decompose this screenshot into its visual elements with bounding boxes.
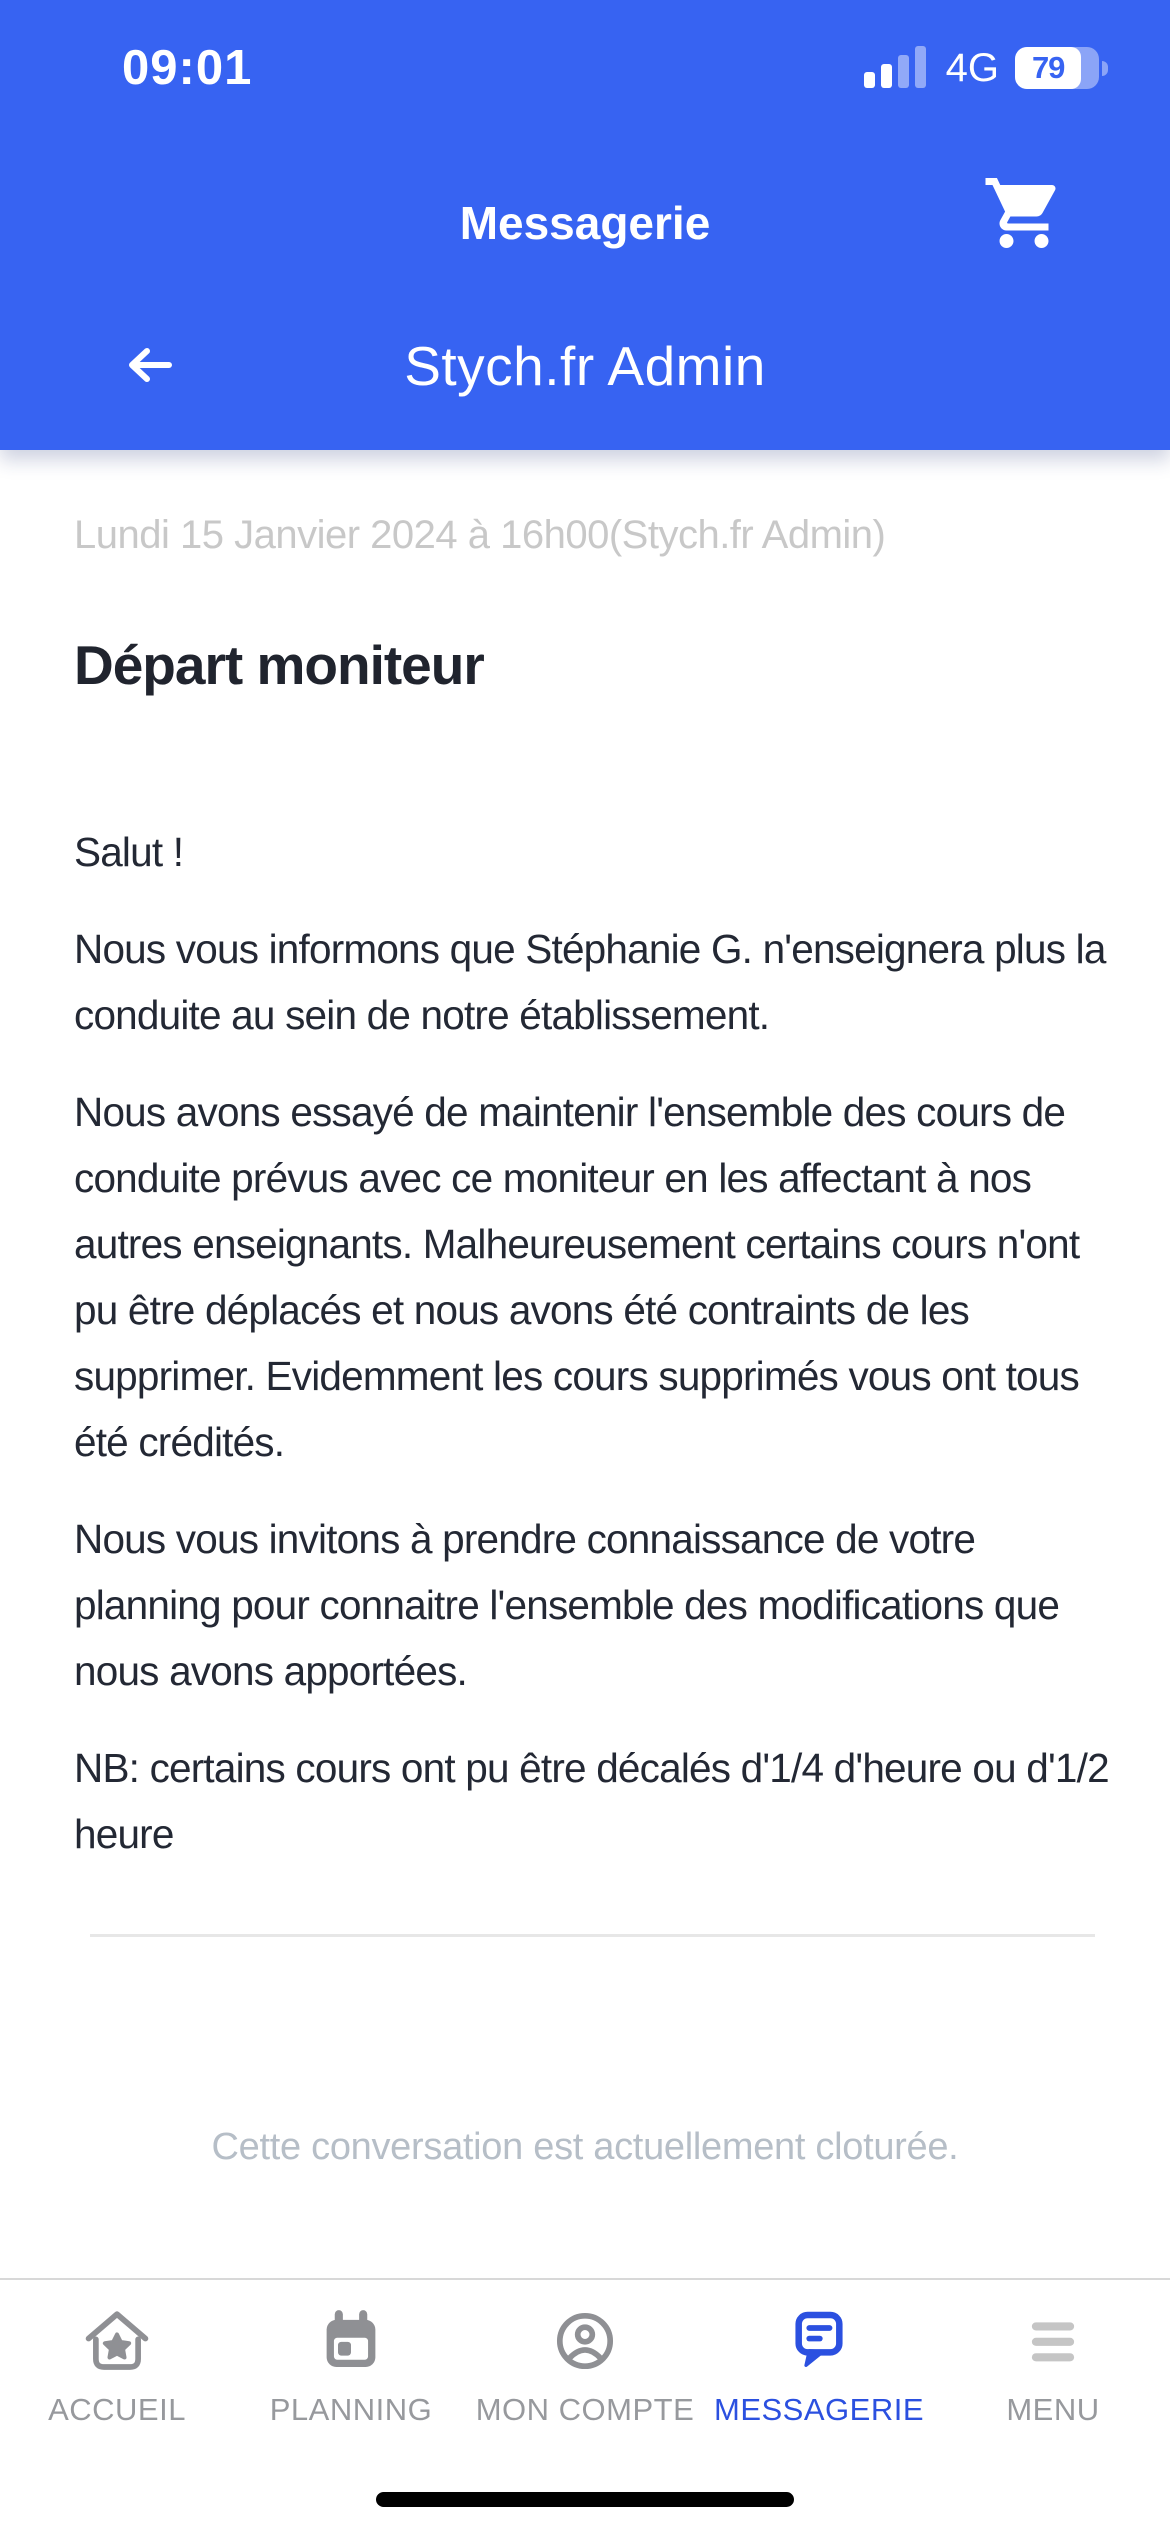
message-timestamp: Lundi 15 Janvier 2024 à 16h00(Stych.fr Admin): [74, 513, 886, 557]
tab-accueil[interactable]: [0, 2280, 234, 2532]
message-paragraph: Nous vous invitons à prendre connaissance de votre planning pour connaitre l'ensemble des modifications que nous avons apportées.: [74, 1516, 1060, 1694]
message-subject: Départ moniteur: [74, 634, 484, 696]
tab-label: MESSAGERIE: [714, 2392, 924, 2427]
tab-label: ACCUEIL: [48, 2392, 186, 2427]
status-time: 09:01: [122, 41, 253, 95]
network-type: 4G: [945, 45, 999, 90]
message-paragraph: Nous vous informons que Stéphanie G. n'enseignera plus la conduite au sein de notre établissement.: [74, 926, 1106, 1038]
status-bar: [0, 36, 1170, 100]
arrow-left-icon: [127, 345, 173, 388]
battery-body: [1015, 47, 1099, 89]
home-icon: [78, 2302, 156, 2380]
battery-percent: 79: [1031, 50, 1065, 85]
page-title: Messagerie: [459, 197, 711, 249]
battery-fill: [1015, 47, 1081, 89]
cart-icon: [982, 171, 1066, 258]
back-button[interactable]: [98, 318, 202, 414]
message-divider: [90, 1934, 1095, 1937]
conversation-closed-notice: Cette conversation est actuellement cloturée.: [211, 2126, 959, 2168]
tab-label: PLANNING: [269, 2392, 433, 2427]
conversation-title: Stych.fr Admin: [404, 335, 766, 397]
message-paragraph: Nous avons essayé de maintenir l'ensemble des cours de conduite prévus avec ce moniteur en les affectant à nos autres enseignants. Malheureusement certains cours n'ont pu être déplacés et nous avons été contraints de les supprimer. Evidemment les cours supprimés vous ont tous été crédités.: [74, 1089, 1080, 1465]
app-header: [0, 0, 1170, 450]
calendar-icon: [312, 2302, 390, 2380]
message-paragraph: NB: certains cours ont pu être décalés d'1/4 d'heure ou d'1/2 heure: [74, 1745, 1109, 1857]
status-right-cluster: [864, 44, 1108, 93]
battery-cap: [1102, 61, 1108, 76]
tab-menu[interactable]: [936, 2280, 1170, 2532]
cart-button[interactable]: [976, 164, 1072, 264]
hamburger-menu-icon: [1014, 2302, 1092, 2380]
cellular-signal-icon: [864, 44, 930, 93]
home-indicator[interactable]: [376, 2492, 794, 2507]
tab-label: MENU: [1006, 2392, 1100, 2427]
message-paragraph: Salut !: [74, 829, 184, 875]
account-icon: [546, 2302, 624, 2380]
message-body: [74, 819, 1114, 1898]
chat-bubble-icon: [780, 2302, 858, 2380]
tab-label: MON COMPTE: [475, 2392, 695, 2427]
battery-icon: [1015, 47, 1108, 89]
